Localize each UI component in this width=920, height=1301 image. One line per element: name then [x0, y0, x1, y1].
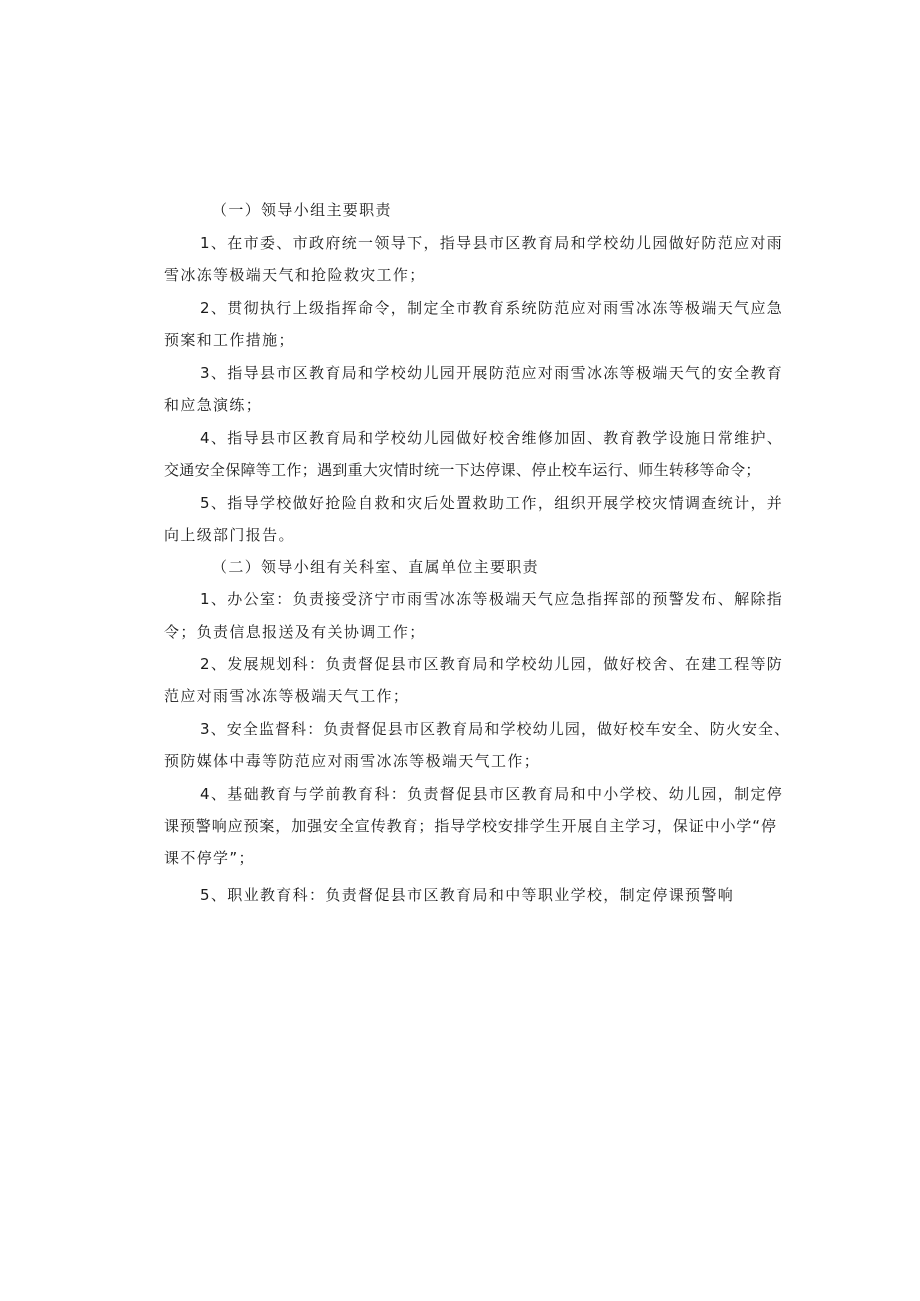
section2-heading: （二）领导小组有关科室、直属单位主要职责 [212, 558, 540, 576]
section2-item1-line1: 1、办公室：负责接受济宁市雨雪冰冻等极端天气应急指挥部的预警发布、解除指 [200, 590, 784, 608]
section2-item3-line1: 3、安全监督科：负责督促县市区教育局和学校幼儿园，做好校车安全、防火安全、 [200, 720, 791, 738]
section2-item2-line2: 范应对雨雪冰冻等极端天气工作； [164, 687, 410, 705]
section1-item4-line1: 4、指导县市区教育局和学校幼儿园做好校舍维修加固、教育教学设施日常维护、 [200, 429, 784, 447]
section2-item3-line2: 预防媒体中毒等防范应对雨雪冰冻等极端天气工作； [164, 752, 541, 770]
section1-item5-line2: 向上级部门报告。 [164, 526, 295, 544]
section1-item1-line1: 1、在市委、市政府统一领导下，指导县市区教育局和学校幼儿园做好防范应对雨 [200, 234, 784, 252]
section1-item3-line2: 和应急演练； [164, 396, 263, 414]
section2-item4-line3: 课不停学”； [164, 849, 255, 867]
section1-item1-line2: 雪冰冻等极端天气和抢险救灾工作； [164, 266, 426, 284]
section1-item3-line1: 3、指导县市区教育局和学校幼儿园开展防范应对雨雪冰冻等极端天气的安全教育 [200, 364, 784, 382]
section1-item2-line2: 预案和工作措施； [164, 331, 295, 349]
section1-item5-line1: 5、指导学校做好抢险自救和灾后处置救助工作，组织开展学校灾情调查统计，并 [200, 494, 784, 512]
section2-item5-line1: 5、职业教育科：负责督促县市区教育局和中等职业学校，制定停课预警响 [200, 886, 735, 904]
section2-item1-line2: 令；负责信息报送及有关协调工作； [164, 623, 426, 641]
section1-item2-line1: 2、贯彻执行上级指挥命令，制定全市教育系统防范应对雨雪冰冻等极端天气应急 [200, 299, 784, 317]
section2-item4-line2: 课预警响应预案，加强安全宣传教育；指导学校安排学生开展自主学习，保证中小学“停 [164, 817, 777, 835]
section1-item4-line2: 交通安全保障等工作；遇到重大灾情时统一下达停课、停止校车运行、师生转移等命令； [164, 461, 761, 479]
section2-item2-line1: 2、发展规划科：负责督促县市区教育局和学校幼儿园，做好校舍、在建工程等防 [200, 655, 784, 673]
section2-item4-line1: 4、基础教育与学前教育科：负责督促县市区教育局和中小学校、幼儿园，制定停 [200, 785, 784, 803]
section1-heading: （一）领导小组主要职责 [212, 201, 392, 219]
